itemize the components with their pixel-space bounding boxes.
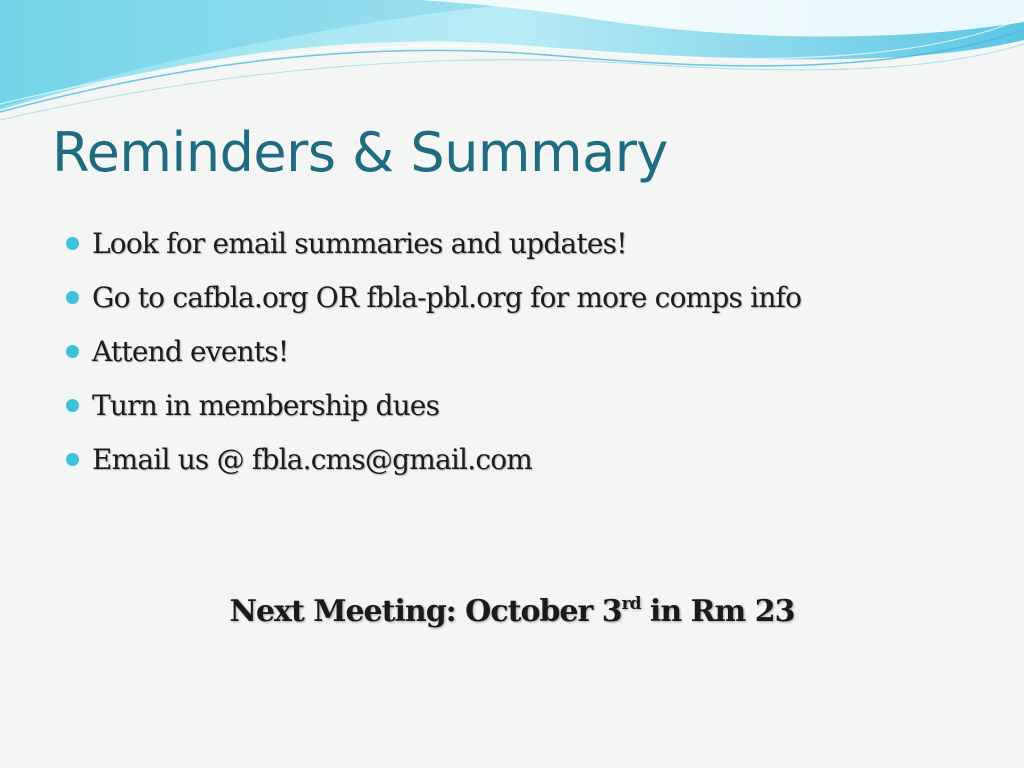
next-meeting-room: in Rm 23 <box>640 594 795 629</box>
bullet-text: Turn in membership dues <box>92 389 440 422</box>
bullet-dot-icon <box>66 291 79 304</box>
bullet-text: Attend events! <box>92 335 289 368</box>
bullet-item <box>62 224 801 278</box>
bullet-text: Go to cafbla.org OR fbla-pbl.org for more comps info <box>92 281 802 314</box>
next-meeting-callout <box>0 594 1024 629</box>
slide-title: Reminders & Summary <box>52 121 668 184</box>
bullet-text: Email us @ fbla.cms@gmail.com <box>92 443 533 476</box>
bullet-item <box>62 440 801 494</box>
header-wave-decoration <box>0 0 1024 130</box>
bullet-item <box>62 278 801 332</box>
bullet-item <box>62 386 801 440</box>
bullet-dot-icon <box>66 453 79 466</box>
bullet-text: Look for email summaries and updates! <box>92 227 627 260</box>
next-meeting-ordinal-suffix: rd <box>621 594 641 614</box>
bullet-list <box>62 224 801 494</box>
bullet-dot-icon <box>66 345 79 358</box>
next-meeting-prefix: Next Meeting: October 3 <box>229 594 622 629</box>
bullet-item <box>62 332 801 386</box>
bullet-dot-icon <box>66 399 79 412</box>
bullet-dot-icon <box>66 237 79 250</box>
